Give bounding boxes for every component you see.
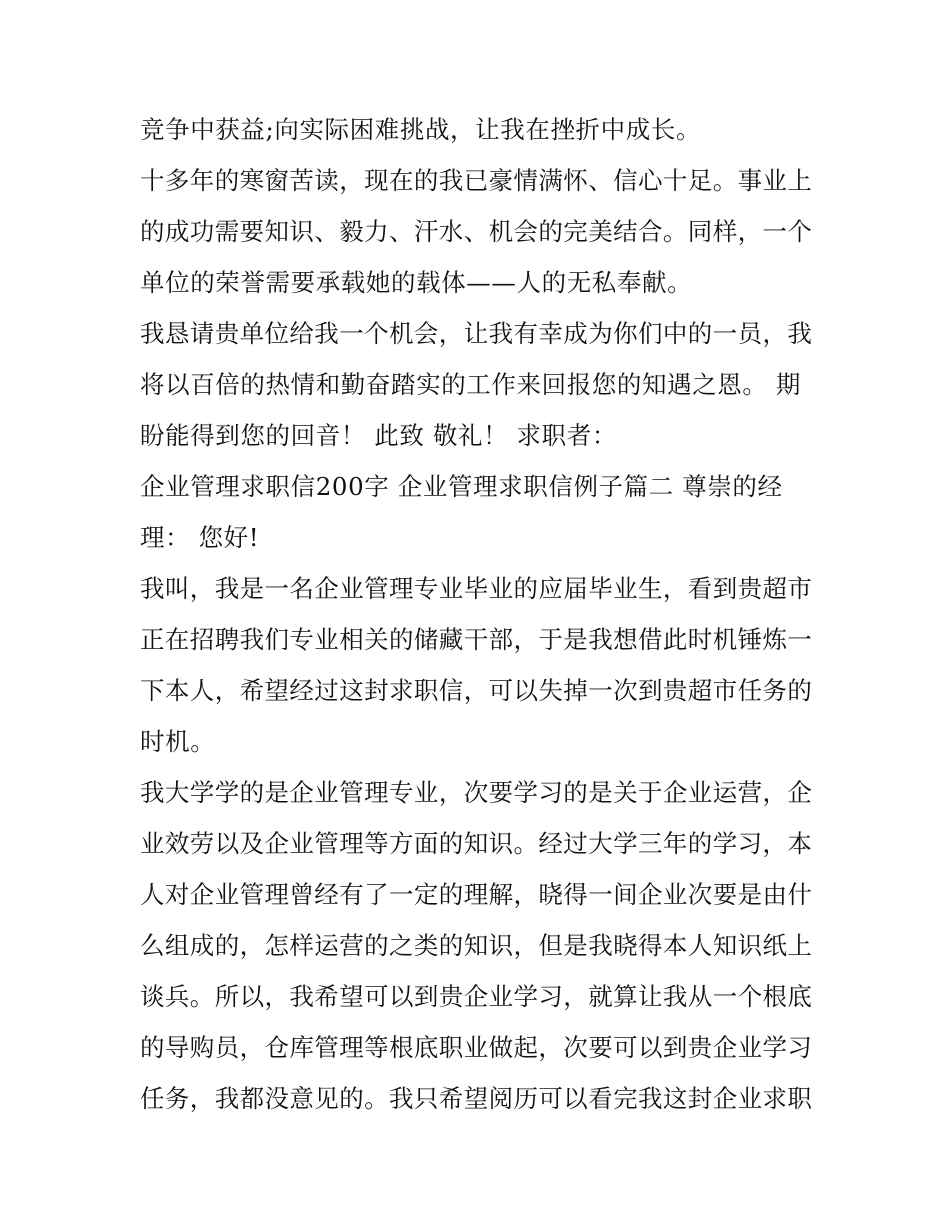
text-line: 将以百倍的热情和勤奋踏实的工作来回报您的知遇之恩。 期 (140, 370, 801, 399)
text-line: 谈兵。所以，我希望可以到贵企业学习，就算让我从一个根底 (140, 982, 813, 1011)
text-line: 单位的荣誉需要承载她的载体——人的无私奉献。 (140, 268, 693, 297)
text-line: 的导购员，仓库管理等根底职业做起，次要可以到贵企业学习 (140, 1033, 813, 1062)
text-line: 时机。 (140, 727, 216, 756)
text-line: 企业管理求职信200字 企业管理求职信例子篇二 尊崇的经 (140, 472, 783, 501)
text-line: 我大学学的是企业管理专业，次要学习的是关于企业运营，企 (140, 778, 813, 807)
text-line: 我叫，我是一名企业管理专业毕业的应届毕业生，看到贵超市 (140, 574, 813, 603)
text-line: 盼能得到您的回音！ 此致 敬礼！ 求职者： (140, 421, 617, 450)
text-line: 么组成的，怎样运营的之类的知识，但是我晓得本人知识纸上 (140, 931, 813, 960)
text-line: 正在招聘我们专业相关的储藏干部，于是我想借此时机锤炼一 (140, 625, 813, 654)
text-line: 任务，我都没意见的。我只希望阅历可以看完我这封企业求职 (140, 1084, 813, 1113)
text-line: 我恳请贵单位给我一个机会，让我有幸成为你们中的一员，我 (140, 319, 813, 348)
text-line: 人对企业管理曾经有了一定的理解，晓得一间企业次要是由什 (140, 880, 813, 909)
text-line: 竞争中获益;向实际困难挑战，让我在挫折中成长。 (140, 115, 702, 144)
text-line: 十多年的寒窗苦读，现在的我已豪情满怀、信心十足。事业上 (140, 166, 813, 195)
text-line: 下本人，希望经过这封求职信，可以失掉一次到贵超市任务的 (140, 676, 813, 705)
text-line: 的成功需要知识、毅力、汗水、机会的完美结合。同样，一个 (140, 217, 813, 246)
text-line: 业效劳以及企业管理等方面的知识。经过大学三年的学习，本 (140, 829, 813, 858)
text-line: 理： 您好! (140, 523, 260, 552)
